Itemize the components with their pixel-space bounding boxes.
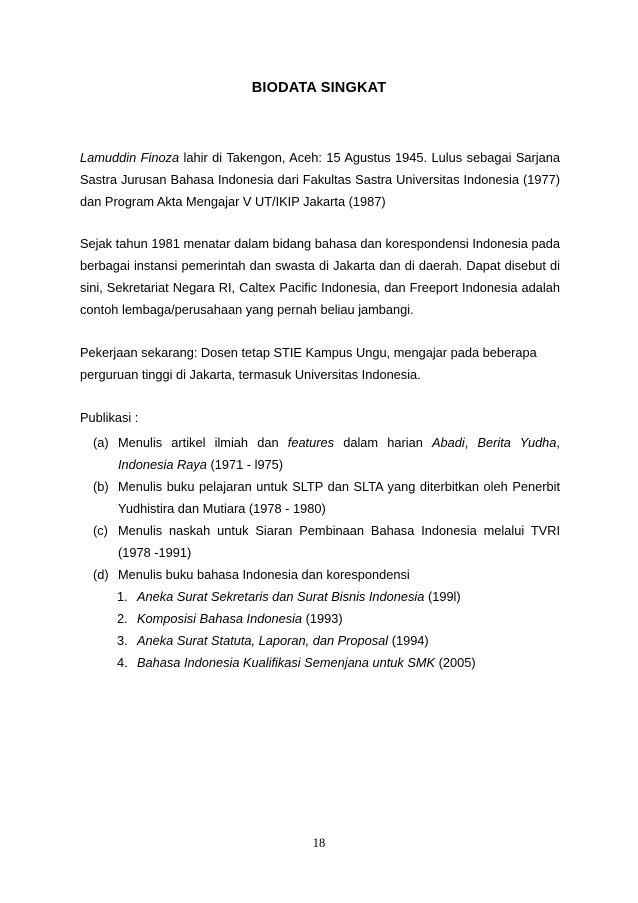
paragraph-line: Yudhistira dan Mutiara (1978 - 1980): [118, 501, 326, 516]
paragraph-line: Menulis naskah untuk Siaran Pembinaan Bahasa Indonesia melalui TVRI: [118, 523, 560, 538]
books-list: [117, 586, 560, 674]
paragraph-line: Pekerjaan sekarang: Dosen tetap STIE Kampus Ungu, mengajar pada beberapa: [80, 345, 537, 360]
paragraph-line: Lamuddin Finoza lahir di Takengon, Aceh: 15 Agustus 1945. Lulus sebagai Sarjana: [80, 150, 560, 165]
book-title: Komposisi Bahasa Indonesia: [137, 611, 303, 626]
paragraph-education: [80, 147, 560, 213]
book-title: Aneka Surat Statuta, Laporan, dan Proposal: [137, 633, 389, 648]
book-number: 3.: [117, 633, 128, 648]
book-year: (1993): [302, 611, 343, 626]
book-item: [117, 586, 560, 608]
publication-item-d: [93, 564, 560, 586]
book-item: [117, 608, 560, 630]
publication-item-c: [93, 520, 560, 564]
publications-heading: Publikasi :: [80, 410, 139, 425]
book-number: 2.: [117, 611, 128, 626]
paragraph-line: sini, Sekretariat Negara RI, Caltex Pacific Indonesia, dan Freeport Indonesia adalah: [80, 280, 560, 295]
paragraph-training: [80, 233, 560, 321]
book-year: (199l): [424, 589, 461, 604]
book-number: 4.: [117, 655, 128, 670]
book-year: (1994): [388, 633, 429, 648]
book-item: [117, 630, 560, 652]
item-label: (a): [93, 435, 109, 450]
paragraph-line: Menulis artikel ilmiah dan features dalam harian Abadi, Berita Yudha,: [118, 435, 560, 450]
book-title: Bahasa Indonesia Kualifikasi Semenjana untuk SMK: [137, 655, 436, 670]
paragraph-line: berbagai instansi pemerintah dan swasta di Jakarta dan di daerah. Dapat disebut di: [80, 258, 560, 273]
book-year: (2005): [435, 655, 476, 670]
paragraph-line: perguruan tinggi di Jakarta, termasuk Universitas Indonesia.: [80, 367, 421, 382]
paragraph-line: Sejak tahun 1981 menatar dalam bidang bahasa dan korespondensi Indonesia pada: [80, 236, 560, 251]
publication-item-a: [93, 432, 560, 476]
paragraph-line: Sastra Jurusan Bahasa Indonesia dari Fakultas Sastra Universitas Indonesia (1977): [80, 172, 560, 187]
paragraph-line: (1978 -1991): [118, 545, 192, 560]
book-item: [117, 652, 560, 674]
publication-item-b: [93, 476, 560, 520]
item-label: (c): [93, 523, 108, 538]
publications-list: [93, 432, 560, 586]
page-number: 18: [312, 836, 326, 850]
item-label: (b): [93, 479, 109, 494]
book-number: 1.: [117, 589, 128, 604]
paragraph-line: Menulis buku bahasa Indonesia dan korespondensi: [118, 567, 410, 582]
author-name: Lamuddin Finoza: [80, 150, 180, 165]
paragraph-line: Menulis buku pelajaran untuk SLTP dan SLTA yang diterbitkan oleh Penerbit: [118, 479, 560, 494]
paragraph-occupation: [80, 342, 560, 386]
paragraph-line: contoh lembaga/perusahaan yang pernah beliau jambangi.: [80, 302, 414, 317]
item-label: (d): [93, 567, 109, 582]
page-title: BIODATA SINGKAT: [251, 80, 387, 96]
paragraph-line: dan Program Akta Mengajar V UT/IKIP Jakarta (1987): [80, 194, 386, 209]
book-title: Aneka Surat Sekretaris dan Surat Bisnis Indonesia: [137, 589, 425, 604]
paragraph-line: Indonesia Raya (1971 - l975): [118, 457, 284, 472]
